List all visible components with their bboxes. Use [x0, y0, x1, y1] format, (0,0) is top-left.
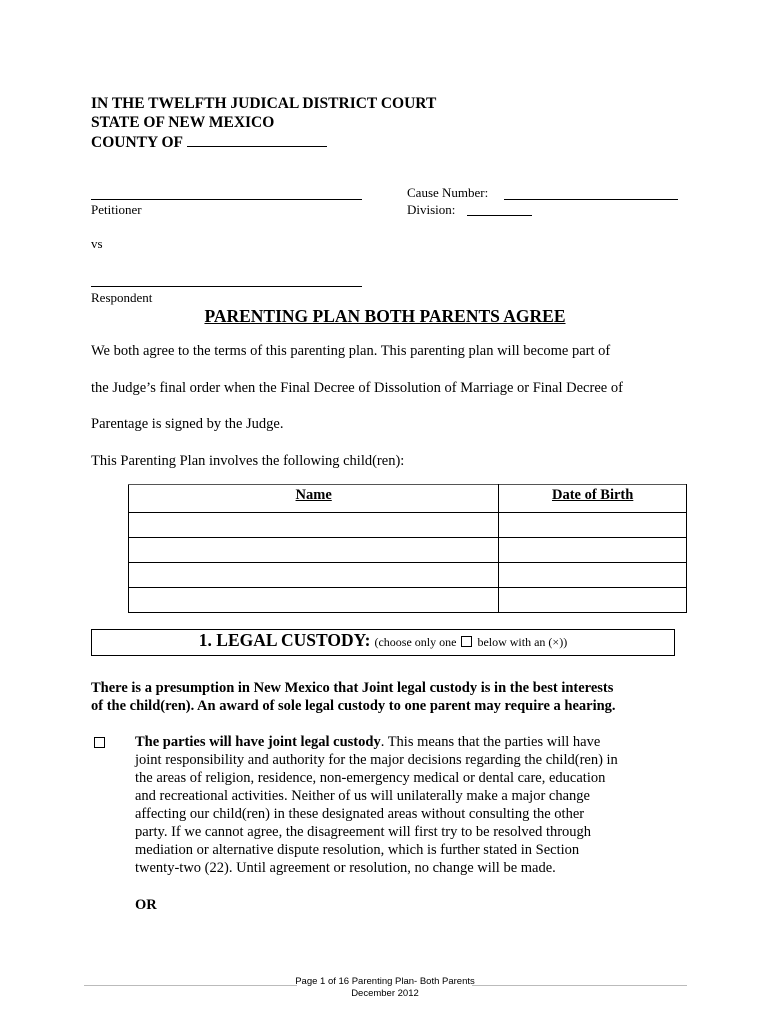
joint-custody-line-3: the areas of religion, residence, non-emergency medical or dental care, education [135, 770, 606, 786]
column-header-dob: Date of Birth [499, 485, 687, 513]
hint-suffix: )) [559, 635, 568, 649]
hint-prefix: (choose only one [374, 635, 457, 649]
page-footer [0, 976, 770, 1000]
division-label: Division: [407, 202, 456, 217]
vs-label: vs [91, 236, 103, 251]
table-row [129, 588, 687, 613]
footer-page-info: Page 1 of 16 Parenting Plan- Both Parents [295, 976, 475, 987]
table-row [129, 563, 687, 588]
intro-line-3: Parentage is signed by the Judge. [91, 416, 284, 432]
x-mark-icon: × [552, 635, 560, 649]
child-dob-cell[interactable] [499, 588, 687, 613]
joint-custody-line-4: and recreational activities. Neither of us will unilaterally make a major change [135, 788, 590, 804]
state-name: STATE OF NEW MEXICO [91, 114, 275, 131]
intro-line-2: the Judge’s final order when the Final Decree of Dissolution of Marriage or Final Decree of [91, 380, 623, 396]
county-label: COUNTY OF [91, 134, 183, 151]
court-header [91, 94, 436, 152]
section-1-heading-box [91, 629, 675, 656]
presumption-line-2: of the child(ren). An award of sole legal custody to one parent may require a hearing. [91, 698, 616, 714]
county-input-line[interactable] [187, 132, 327, 147]
cause-number-label: Cause Number: [407, 185, 489, 200]
intro-line-4: This Parenting Plan involves the following child(ren): [91, 453, 405, 469]
table-row [129, 513, 687, 538]
table-row [129, 538, 687, 563]
joint-custody-lead: The parties will have joint legal custody [135, 734, 381, 750]
child-dob-cell[interactable] [499, 563, 687, 588]
document-title: PARENTING PLAN BOTH PARENTS AGREE [204, 306, 566, 326]
presumption-text [91, 679, 691, 715]
child-name-cell[interactable] [129, 513, 499, 538]
joint-custody-line-6: party. If we cannot agree, the disagreement will first try to be resolved through [135, 824, 592, 840]
joint-custody-option [135, 733, 680, 877]
presumption-line-1: There is a presumption in New Mexico that Joint legal custody is in the best interests [91, 680, 614, 696]
joint-custody-checkbox[interactable] [94, 737, 105, 748]
court-name: IN THE TWELFTH JUDICAL DISTRICT COURT [91, 95, 437, 112]
joint-custody-line-1: . This means that the parties will have [380, 734, 601, 750]
joint-custody-line-8: twenty-two (22). Until agreement or resolution, no change will be made. [135, 860, 556, 876]
respondent-line[interactable] [91, 286, 362, 287]
petitioner-line[interactable] [91, 199, 362, 200]
county-row [91, 132, 436, 152]
children-table [128, 484, 687, 613]
joint-custody-line-2: joint responsibility and authority for the major decisions regarding the child(ren) in [135, 752, 618, 768]
or-label: OR [135, 897, 157, 913]
child-name-cell[interactable] [129, 588, 499, 613]
section-1-hint [374, 635, 567, 649]
child-dob-cell[interactable] [499, 538, 687, 563]
joint-custody-line-7: mediation or alternative dispute resolution, which is further stated in Section [135, 842, 580, 858]
petitioner-label: Petitioner [91, 202, 142, 217]
cause-number-line[interactable] [504, 199, 678, 200]
hint-middle: below with an ( [477, 635, 553, 649]
intro-line-1: We both agree to the terms of this parenting plan. This parenting plan will become part of [91, 343, 611, 359]
child-name-cell[interactable] [129, 563, 499, 588]
table-header-row [129, 485, 687, 513]
footer-date: December 2012 [351, 988, 419, 999]
column-header-name: Name [129, 485, 499, 513]
respondent-label: Respondent [91, 290, 153, 305]
child-name-cell[interactable] [129, 538, 499, 563]
section-1-heading: 1. LEGAL CUSTODY: [198, 630, 371, 650]
child-dob-cell[interactable] [499, 513, 687, 538]
joint-custody-line-5: affecting our child(ren) in these designated areas without consulting the other [135, 806, 585, 822]
division-line[interactable] [467, 215, 532, 216]
checkbox-glyph-icon [461, 636, 472, 647]
